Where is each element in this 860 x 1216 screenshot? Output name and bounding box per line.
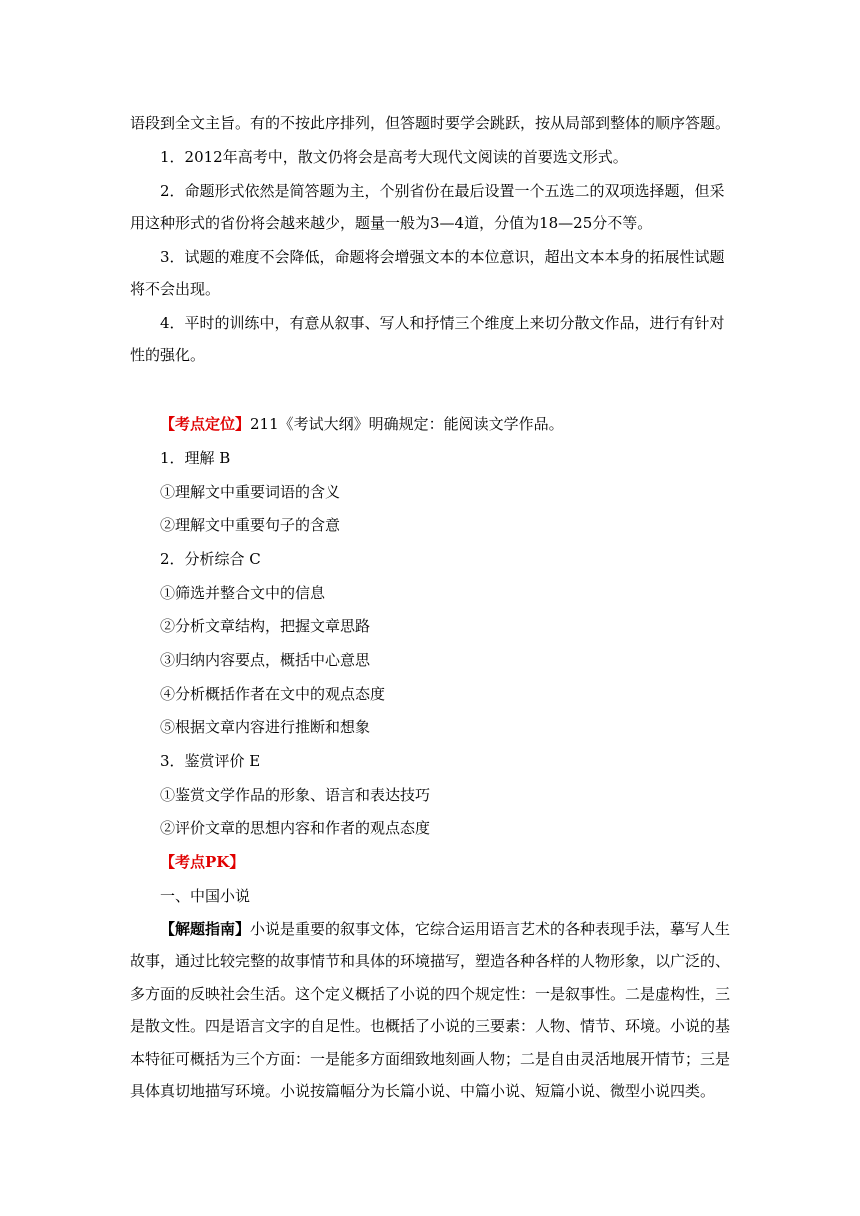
prediction-4-line-2: 性的强化。 [130,346,206,364]
kaodian-text: 211《考试大纲》明确规定：能阅读文学作品。 [250,415,564,433]
section-title: 一、中国小说 [160,887,251,905]
level-2-item-1: ①筛选并整合文中的信息 [160,584,326,602]
kaodian-tag: 【考点定位】 [160,415,251,433]
intro-continuation: 语段到全文主旨。有的不按此序排列，但答题时要学会跳跃，按从局部到整体的顺序答题。 [130,114,731,132]
kaodian-paragraph [160,414,730,434]
prediction-3-line-2: 将不会出现。 [130,280,221,298]
level-3-item-2: ②评价文章的思想内容和作者的观点态度 [160,819,431,837]
level-1-heading: 1．理解 B [160,449,231,467]
prediction-3-line-1: 3．试题的难度不会降低，命题将会增强文本的本位意识，超出文本本身的拓展性试题 [160,248,725,266]
prediction-1-line-1: 1．2012年高考中，散文仍将会是高考大现代文阅读的首要选文形式。 [160,148,628,166]
guide-line-3: 多方面的反映社会生活。这个定义概括了小说的四个规定性：一是叙事性。二是虚构性，三 [130,985,731,1003]
guide-line-6: 具体真切地描写环境。小说按篇幅分为长篇小说、中篇小说、短篇小说、微型小说四类。 [130,1082,716,1100]
guide-line-5: 本特征可概括为三个方面：一是能多方面细致地刻画人物；二是自由灵活地展开情节；三是 [130,1050,731,1068]
prediction-4-line-1: 4．平时的训练中，有意从叙事、写人和抒情三个维度上来切分散文作品，进行有针对 [160,314,725,332]
guide-text-first: 小说是重要的叙事文体，它综合运用语言艺术的各种表现手法，摹写人生 [250,920,731,938]
level-2-item-4: ④分析概括作者在文中的观点态度 [160,685,386,703]
pk-tag: 【考点PK】 [160,853,245,871]
level-3-item-1: ①鉴赏文学作品的形象、语言和表达技巧 [160,786,431,804]
level-2-heading: 2．分析综合 C [160,550,261,568]
level-2-item-5: ⑤根据文章内容进行推断和想象 [160,718,371,736]
prediction-2-line-2: 用这种形式的省份将会越来越少，题量一般为3—4道，分值为18—25分不等。 [130,214,653,232]
prediction-2-line-1: 2．命题形式依然是简答题为主，个别省份在最后设置一个五选二的双项选择题，但采 [160,182,725,200]
level-2-item-2: ②分析文章结构，把握文章思路 [160,617,371,635]
guide-line-2: 故事，通过比较完整的故事情节和具体的环境描写，塑造各种各样的人物形象，以广泛的、 [130,952,731,970]
level-3-heading: 3．鉴赏评价 E [160,752,261,770]
level-2-item-3: ③归纳内容要点，概括中心意思 [160,651,371,669]
level-1-item-1: ①理解文中重要词语的含义 [160,483,341,501]
level-1-item-2: ②理解文中重要句子的含意 [160,516,341,534]
guide-tag: 【解题指南】 [160,920,251,938]
guide-paragraph-first-line [160,919,730,939]
guide-line-4: 是散文性。四是语言文字的自足性。也概括了小说的三要素：人物、情节、环境。小说的基 [130,1017,731,1035]
